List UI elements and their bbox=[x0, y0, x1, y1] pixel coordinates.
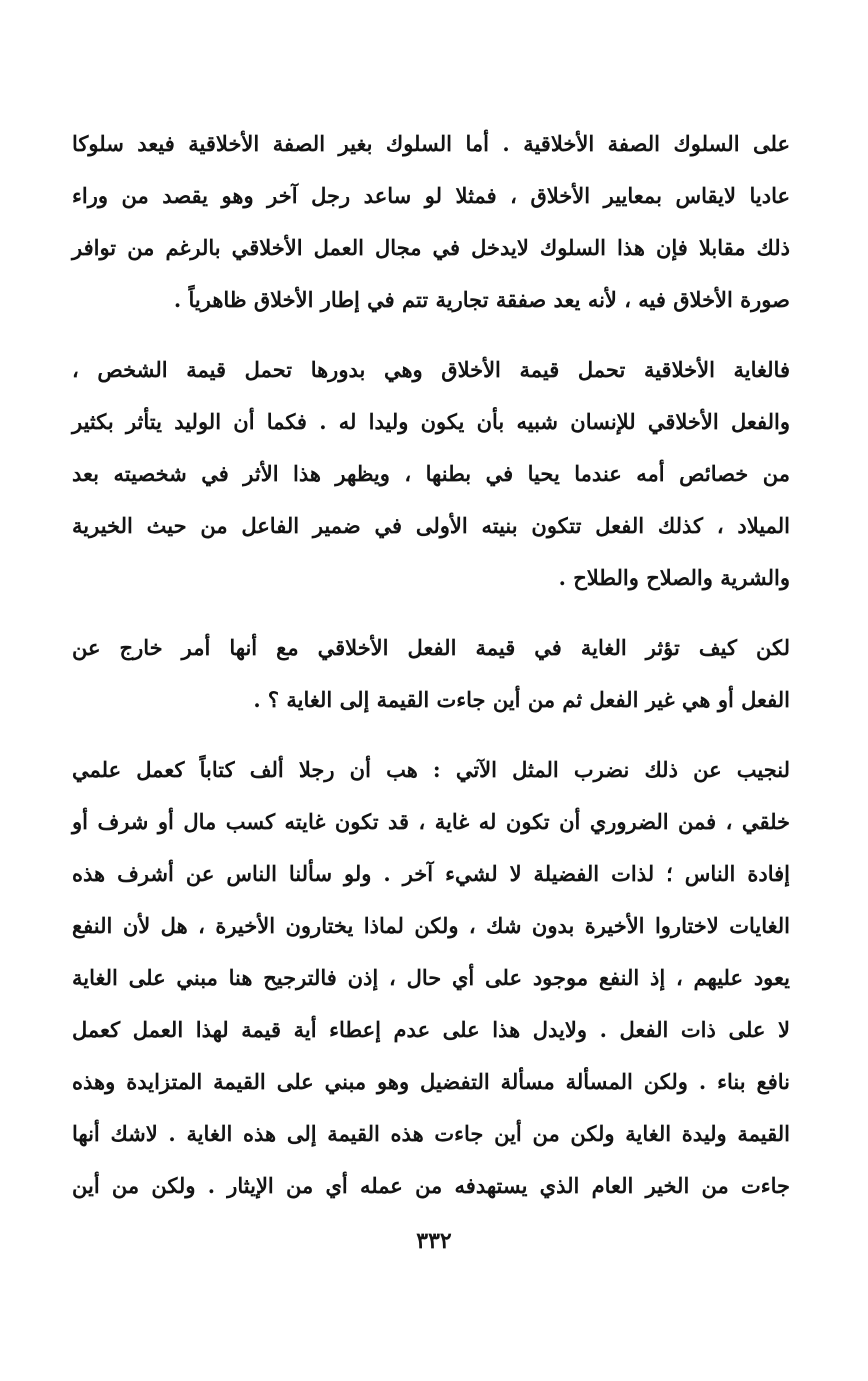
text-line: خلقي ، فمن الضروري أن تكون له غاية ، قد تكون غايته كسب مال أو شرف أو bbox=[72, 809, 790, 834]
paragraph-3 bbox=[72, 622, 790, 726]
text-line: يعود عليهم ، إذ النفع موجود على أي حال ، إذن فالترجيح هنا مبني على الغاية bbox=[72, 965, 790, 990]
text-line: والشرية والصلاح والطلاح . bbox=[558, 565, 790, 590]
text-line: عاديا لايقاس بمعايير الأخلاق ، فمثلا لو ساعد رجل آخر وهو يقصد من وراء bbox=[72, 183, 790, 208]
text-line: من خصائص أمه عندما يحيا في بطنها ، ويظهر هذا الأثر في شخصيته بعد bbox=[72, 461, 790, 486]
paragraph-2 bbox=[72, 344, 790, 604]
text-line: على السلوك الصفة الأخلاقية . أما السلوك بغير الصفة الأخلاقية فيعد سلوكا bbox=[72, 131, 790, 156]
text-line: الفعل أو هي غير الفعل ثم من أين جاءت القيمة إلى الغاية ؟ . bbox=[253, 687, 790, 712]
body-text bbox=[72, 118, 790, 1230]
text-line: صورة الأخلاق فيه ، لأنه يعد صفقة تجارية تتم في إطار الأخلاق ظاهرياً . bbox=[173, 287, 790, 312]
text-line: لكن كيف تؤثر الغاية في قيمة الفعل الأخلاقي مع أنها أمر خارج عن bbox=[72, 635, 790, 660]
text-line: القيمة وليدة الغاية ولكن من أين جاءت هذه القيمة إلى هذه الغاية . لاشك أنها bbox=[72, 1121, 790, 1146]
text-line: لنجيب عن ذلك نضرب المثل الآتي : هب أن رجلا ألف كتاباً كعمل علمي bbox=[72, 757, 790, 782]
paragraph-1 bbox=[72, 118, 790, 326]
text-line: والفعل الأخلاقي للإنسان شبيه بأن يكون وليدا له . فكما أن الوليد يتأثر بكثير bbox=[72, 409, 790, 434]
text-line: فالغاية الأخلاقية تحمل قيمة الأخلاق وهي بدورها تحمل قيمة الشخص ، bbox=[72, 357, 790, 382]
text-line: إفادة الناس ؛ لذات الفضيلة لا لشيء آخر . ولو سألنا الناس عن أشرف هذه bbox=[72, 861, 790, 886]
paragraph-4 bbox=[72, 744, 790, 1212]
page-number: ٣٣٢ bbox=[416, 1228, 452, 1254]
text-line: ذلك مقابلا فإن هذا السلوك لايدخل في مجال العمل الأخلاقي بالرغم من توافر bbox=[72, 235, 790, 260]
text-line: الغايات لاختاروا الأخيرة بدون شك ، ولكن لماذا يختارون الأخيرة ، هل لأن النفع bbox=[72, 913, 790, 938]
text-line: لا على ذات الفعل . ولايدل هذا على عدم إعطاء أية قيمة لهذا العمل كعمل bbox=[72, 1017, 790, 1042]
text-line: نافع بناء . ولكن المسألة مسألة التفضيل وهو مبني على القيمة المتزايدة وهذه bbox=[72, 1069, 790, 1094]
text-line: الميلاد ، كذلك الفعل تتكون بنيته الأولى في ضمير الفاعل من حيث الخيرية bbox=[72, 513, 790, 538]
text-line: جاءت من الخير العام الذي يستهدفه من عمله أي من الإيثار . ولكن من أين bbox=[72, 1173, 790, 1198]
